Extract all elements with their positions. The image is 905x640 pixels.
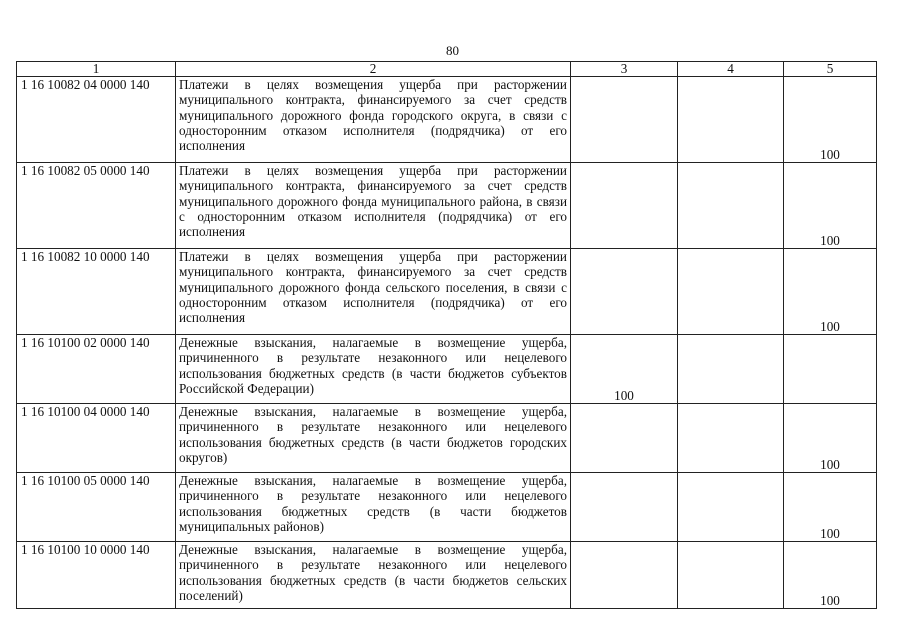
budget-table: [16, 61, 877, 609]
value-cell-col5: 100: [784, 77, 877, 163]
page-number: 80: [446, 43, 459, 58]
table-row: [17, 473, 877, 542]
value-cell-col5: 100: [784, 249, 877, 335]
value-cell-col3: [571, 77, 678, 163]
description-cell: Денежные взыскания, налагаемые в возмещение ущерба, причиненного в результате незаконного или нецелевого использования бюджетных средств (в части бюджетов субъектов Российской Федерации): [176, 335, 571, 404]
value-cell-col4: [678, 77, 784, 163]
header-col-5: 5: [784, 62, 877, 77]
value-cell-col5: 100: [784, 404, 877, 473]
value-cell-col3: [571, 249, 678, 335]
table-row: [17, 335, 877, 404]
value-cell-col5: 100: [784, 542, 877, 609]
description-cell: Денежные взыскания, налагаемые в возмещение ущерба, причиненного в результате незаконного или нецелевого использования бюджетных средств (в части бюджетов сельских поселений): [176, 542, 571, 609]
value-cell-col3: 100: [571, 335, 678, 404]
value-cell-col3: [571, 542, 678, 609]
code-cell: 1 16 10100 04 0000 140: [17, 404, 176, 473]
value-cell-col4: [678, 404, 784, 473]
value-cell-col4: [678, 335, 784, 404]
value-cell-col4: [678, 249, 784, 335]
description-cell: Платежи в целях возмещения ущерба при расторжении муниципального контракта, финансируемого за счет средств муниципального дорожного фонда муниципального района, в связи с односторонним отказом исполнителя (подрядчика) от его исполнения: [176, 163, 571, 249]
code-cell: 1 16 10082 04 0000 140: [17, 77, 176, 163]
table-body: [17, 77, 877, 609]
description-cell: Денежные взыскания, налагаемые в возмещение ущерба, причиненного в результате незаконного или нецелевого использования бюджетных средств (в части бюджетов городских округов): [176, 404, 571, 473]
table-row: [17, 404, 877, 473]
value-cell-col5: 100: [784, 163, 877, 249]
code-cell: 1 16 10100 05 0000 140: [17, 473, 176, 542]
description-cell: Платежи в целях возмещения ущерба при расторжении муниципального контракта, финансируемого за счет средств муниципального дорожного фонда сельского поселения, в связи с односторонним отказом исполнителя (подрядчика) от его исполнения: [176, 249, 571, 335]
code-cell: 1 16 10100 02 0000 140: [17, 335, 176, 404]
code-cell: 1 16 10100 10 0000 140: [17, 542, 176, 609]
table-row: [17, 77, 877, 163]
table-header: [17, 62, 877, 77]
value-cell-col3: [571, 473, 678, 542]
header-col-3: 3: [571, 62, 678, 77]
code-cell: 1 16 10082 05 0000 140: [17, 163, 176, 249]
table-row: [17, 542, 877, 609]
value-cell-col3: [571, 404, 678, 473]
header-col-4: 4: [678, 62, 784, 77]
table-row: [17, 249, 877, 335]
value-cell-col5: [784, 335, 877, 404]
description-cell: Денежные взыскания, налагаемые в возмещение ущерба, причиненного в результате незаконного или нецелевого использования бюджетных средств (в части бюджетов муниципальных районов): [176, 473, 571, 542]
header-row: [17, 62, 877, 77]
table-row: [17, 163, 877, 249]
value-cell-col4: [678, 163, 784, 249]
value-cell-col4: [678, 473, 784, 542]
header-col-2: 2: [176, 62, 571, 77]
value-cell-col3: [571, 163, 678, 249]
code-cell: 1 16 10082 10 0000 140: [17, 249, 176, 335]
value-cell-col4: [678, 542, 784, 609]
description-cell: Платежи в целях возмещения ущерба при расторжении муниципального контракта, финансируемого за счет средств муниципального дорожного фонда городского округа, в связи с односторонним отказом исполнителя (подрядчика) от его исполнения: [176, 77, 571, 163]
header-col-1: 1: [17, 62, 176, 77]
value-cell-col5: 100: [784, 473, 877, 542]
